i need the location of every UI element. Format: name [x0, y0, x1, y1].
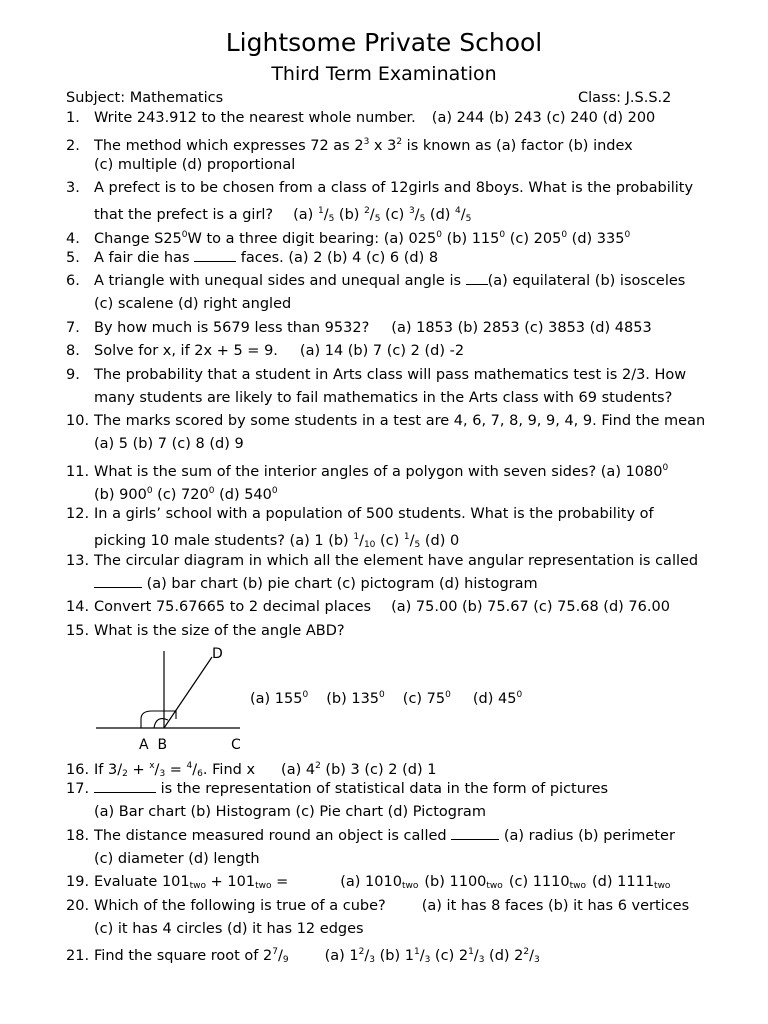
- question-18: 18. The distance measured round an object is called (a) radius (b) perimeter: [66, 828, 675, 844]
- question-2-line-2: (c) multiple (d) proportional: [94, 157, 296, 173]
- question-2: 2. The method which expresses 72 as $2^3$ x $3^2$ is known as (a) factor (b) index: [66, 137, 633, 154]
- question-12-line-2: picking 10 male students? (a) 1 (b) $^1$/10 (c) $^1$/5 (d) 0: [94, 532, 460, 550]
- line-bd: [164, 657, 212, 728]
- question-18-line-2: (c) diameter (d) length: [94, 851, 260, 867]
- school-title: Lightsome Private School: [225, 28, 543, 57]
- question-5: 5. A fair die has faces. (a) 2 (b) 4 (c) 6 (d) 8: [66, 250, 439, 266]
- question-12: 12. In a girls’ school with a population of 500 students. What is the probability of: [66, 506, 654, 522]
- answer-blank: [194, 249, 236, 262]
- question-15: 15. What is the size of the angle ABD?: [66, 623, 345, 639]
- question-13: 13. The circular diagram in which all the element have angular representation is called: [66, 553, 699, 569]
- question-21: 21. Find the square root of $2^7/9$ (a) $1^2/3$ (b) $1^1/3$ (c) $2^1/3$ (d) $2^2/3$: [66, 947, 540, 965]
- label-c: C: [231, 737, 241, 753]
- answer-blank: [94, 575, 142, 588]
- question-9: 9. The probability that a student in Arts class will pass mathematics test is 2/3. How: [66, 367, 687, 383]
- question-9-line-2: many students are likely to fail mathematics in the Arts class with 69 students?: [94, 390, 673, 406]
- question-1: 1. Write 243.912 to the nearest whole number. (a) 244 (b) 243 (c) 240 (d) 200: [66, 110, 656, 126]
- exam-title: Third Term Examination: [271, 63, 497, 85]
- angle-arc-small: [154, 719, 168, 728]
- question-15-options: (a) $155^0$ (b) $135^0$ (c) $75^0$ (d) $45^0$: [250, 690, 523, 707]
- label-d: D: [212, 646, 223, 662]
- question-8: 8. Solve for x, if 2x + 5 = 9. (a) 14 (b) 7 (c) 2 (d) -2: [66, 343, 465, 359]
- question-7: 7. By how much is 5679 less than 9532? (a) 1853 (b) 2853 (c) 3853 (d) 4853: [66, 320, 652, 336]
- angle-abd-diagram: [94, 645, 254, 753]
- question-17-line-2: (a) Bar chart (b) Histogram (c) Pie chart (d) Pictogram: [94, 804, 486, 820]
- answer-blank: [451, 827, 499, 840]
- answer-blank: [466, 272, 488, 285]
- question-17: 17. is the representation of statistical data in the form of pictures: [66, 781, 609, 797]
- question-6-line-2: (c) scalene (d) right angled: [94, 296, 292, 312]
- subject-label: Subject: Mathematics: [66, 90, 224, 106]
- question-20: 20. Which of the following is true of a cube? (a) it has 8 faces (b) it has 6 vertices: [66, 898, 690, 914]
- question-19: 19. Evaluate 101two + 101two = (a) 1010two (b) 1100two (c) 1110two (d) 1111two: [66, 874, 671, 891]
- question-3: 3. A prefect is to be chosen from a class of 12girls and 8boys. What is the probability: [66, 180, 694, 196]
- question-10: 10. The marks scored by some students in a test are 4, 6, 7, 8, 9, 9, 4, 9. Find the mean: [66, 413, 706, 429]
- question-14: 14. Convert 75.67665 to 2 decimal places (a) 75.00 (b) 75.67 (c) 75.68 (d) 76.00: [66, 599, 670, 615]
- question-6: 6. A triangle with unequal sides and unequal angle is (a) equilateral (b) isosceles: [66, 273, 686, 289]
- question-16: 16. If 3/2 + $^x$/3 = $^4$/6. Find x (a) $4^2$ (b) 3 (c) 2 (d) 1: [66, 761, 437, 779]
- question-13-line-2: (a) bar chart (b) pie chart (c) pictogram (d) histogram: [66, 573, 538, 596]
- answer-blank: [94, 780, 156, 793]
- class-label: Class: J.S.S.2: [578, 90, 672, 106]
- label-a-b: A B: [139, 737, 168, 753]
- question-20-line-2: (c) it has 4 circles (d) it has 12 edges: [94, 921, 364, 937]
- question-11: 11. What is the sum of the interior angles of a polygon with seven sides? (a) 1080$^0$: [66, 463, 669, 480]
- question-3-line-2: that the prefect is a girl? (a) $^1$/5 (b) $^2$/5 (c) $^3$/5 (d) $^4$/5: [94, 206, 472, 224]
- question-4: 4. Change $S25^0W$ to a three digit bearing: (a) $025^0$ (b) $115^0$ (c) $205^0$ (d) $335^0$: [66, 230, 631, 247]
- question-10-line-2: (a) 5 (b) 7 (c) 8 (d) 9: [94, 436, 244, 452]
- question-11-line-2: (b) $900^0$ (c) $720^0$ (d) $540^0$: [94, 486, 278, 503]
